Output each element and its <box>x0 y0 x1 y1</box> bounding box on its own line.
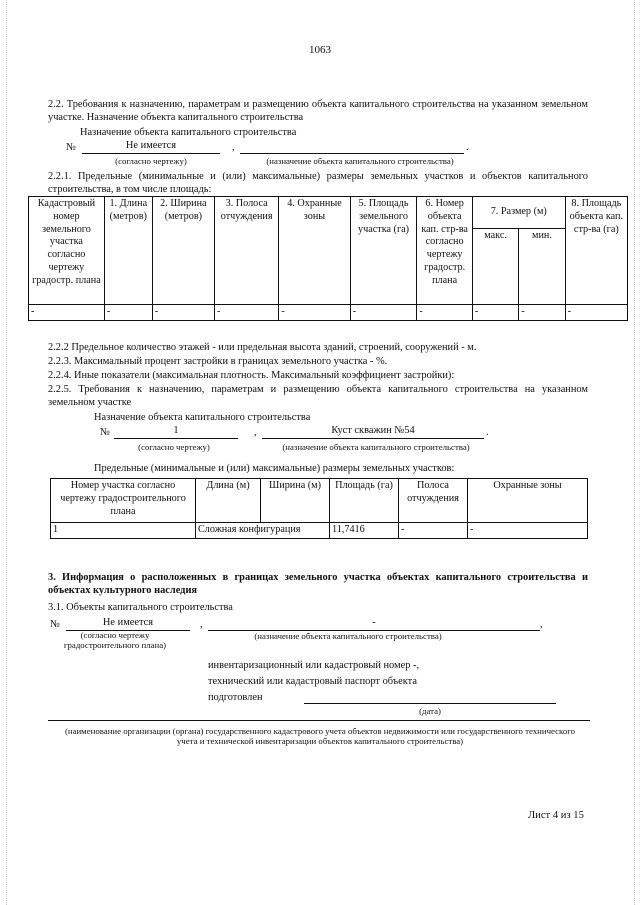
table-cell: - <box>565 305 627 321</box>
section-2-2-2: 2.2.2 Предельное количество этажей - или предельная высота зданий, строений, сооружений - м. <box>48 342 477 353</box>
page-number: 1063 <box>309 44 331 56</box>
caption-drawing: (согласно чертежу) <box>138 442 210 452</box>
object-purpose-field <box>262 424 484 439</box>
section-3-1: 3.1. Объекты капитального строительства <box>48 602 233 613</box>
caption-drawing: (согласно чертежу) <box>115 156 187 166</box>
caption-purpose: (назначение объекта капитального строительства) <box>254 631 442 641</box>
table-cell: - <box>104 305 152 321</box>
dot: . <box>466 142 469 153</box>
inventory-number: инвентаризационный или кадастровый номер -, <box>208 660 420 671</box>
section-3-heading: 3. Информация о расположенных в границах земельного участка объектах капитального строительства и объектах культурного наследия <box>48 572 588 596</box>
caption-purpose: (назначение объекта капитального строительства) <box>266 156 454 166</box>
table-cell: - <box>279 305 350 321</box>
section-2-2-heading: 2.2. Требования к назначению, параметрам и размещению объекта капитального строительства на указанном земельном участке. Назначение объекта капитального строительства <box>48 99 588 123</box>
limits-table-1 <box>28 196 628 321</box>
col-size-max: макс. <box>472 229 518 305</box>
comma: , <box>200 619 203 630</box>
caption-organization: (наименование организации (органа) государственного кадастрового учета объектов недвижимости или государственного технического учета и технической инвентаризации объектов капитального строительства) <box>64 726 576 747</box>
comma: , <box>540 619 543 630</box>
comma: , <box>254 427 257 438</box>
col-exclusion: Полоса отчуждения <box>399 479 468 523</box>
object-purpose-field <box>208 616 540 631</box>
section-2-2-3: 2.2.3. Максимальный процент застройки в границах земельного участка - %. <box>48 356 388 367</box>
caption-drawing: (согласно чертежу градостроительного плана) <box>63 630 167 650</box>
table-cell: - <box>417 305 472 321</box>
table-cell: - <box>472 305 518 321</box>
table-row <box>51 523 588 539</box>
col-exclusion: 3. Полоса отчуждения <box>214 197 278 305</box>
object-number-value: Не имеется <box>125 140 177 151</box>
col-protection: 4. Охранные зоны <box>279 197 350 305</box>
section-2-2-5-heading: 2.2.5. Требования к назначению, параметрам и размещению объекта капитального строительства на указанном земельном участке <box>48 384 588 408</box>
prepared-label: подготовлен <box>208 692 263 703</box>
col-protection: Охранные зоны <box>468 479 588 523</box>
sheet-number: Лист 4 из 15 <box>528 810 584 821</box>
object-number-field <box>82 139 220 154</box>
col-size-min: мин. <box>519 229 565 305</box>
object-purpose-value: Куст скважин №54 <box>331 425 415 436</box>
section-2-2-4: 2.2.4. Иные показатели (максимальная плотность. Максимальный коэффициент застройки): <box>48 370 455 381</box>
section-2-2-1-heading: 2.2.1. Предельные (минимальные и (или) максимальные) размеры земельных участков и объектов капитального строительства, в том числе площадь: <box>48 171 588 195</box>
table-cell: - <box>214 305 278 321</box>
limits-table-2 <box>50 478 588 539</box>
table-cell: Сложная конфигурация <box>196 523 330 539</box>
limits-label: Предельные (минимальные и (или) максимальные) размеры земельных участков: <box>94 463 455 474</box>
object-number-field <box>114 424 238 439</box>
scan-edge-left <box>6 0 8 905</box>
object-number-value: Не имеется <box>102 617 154 628</box>
caption-date: (дата) <box>419 706 441 716</box>
purpose-label: Назначение объекта капитального строительства <box>80 127 297 138</box>
object-purpose-field <box>240 139 464 154</box>
col-plot-number: Номер участка согласно чертежу градостроительного плана <box>51 479 196 523</box>
col-object-area: 8. Площадь объекта кап. стр-ва (га) <box>565 197 627 305</box>
passport-line: технический или кадастровый паспорт объекта <box>208 676 417 687</box>
number-sign: № <box>66 142 76 153</box>
caption-purpose: (назначение объекта капитального строительства) <box>282 442 470 452</box>
number-sign: № <box>100 427 110 438</box>
purpose-label: Назначение объекта капитального строительства <box>94 412 311 423</box>
table-row <box>29 305 628 321</box>
col-area: Площадь (га) <box>330 479 399 523</box>
table-cell: - <box>152 305 214 321</box>
col-length: 1. Длина (метров) <box>104 197 152 305</box>
comma: , <box>232 142 235 153</box>
organization-field <box>48 719 590 721</box>
scan-edge-right <box>634 0 636 905</box>
table-cell: - <box>29 305 105 321</box>
object-number-value: 1 <box>173 425 179 436</box>
dot: . <box>486 427 489 438</box>
col-area: 5. Площадь земельного участка (га) <box>350 197 417 305</box>
col-size: 7. Размер (м) <box>472 197 565 229</box>
table-cell: - <box>350 305 417 321</box>
col-length: Длина (м) <box>196 479 261 523</box>
number-sign: № <box>50 619 60 630</box>
col-width: Ширина (м) <box>261 479 330 523</box>
date-field <box>304 689 556 704</box>
object-purpose-value: - <box>372 617 376 628</box>
col-cadastral: Кадастровый номер земельного участка согласно чертежу градостр. плана <box>29 197 105 305</box>
object-number-field <box>66 616 190 631</box>
col-width: 2. Ширина (метров) <box>152 197 214 305</box>
table-cell: - <box>468 523 588 539</box>
table-cell: 11,7416 <box>330 523 399 539</box>
table-cell: 1 <box>51 523 196 539</box>
col-object-number: 6. Номер объекта кап. стр-ва согласно чертежу градостр. плана <box>417 197 472 305</box>
table-cell: - <box>399 523 468 539</box>
table-cell: - <box>519 305 565 321</box>
